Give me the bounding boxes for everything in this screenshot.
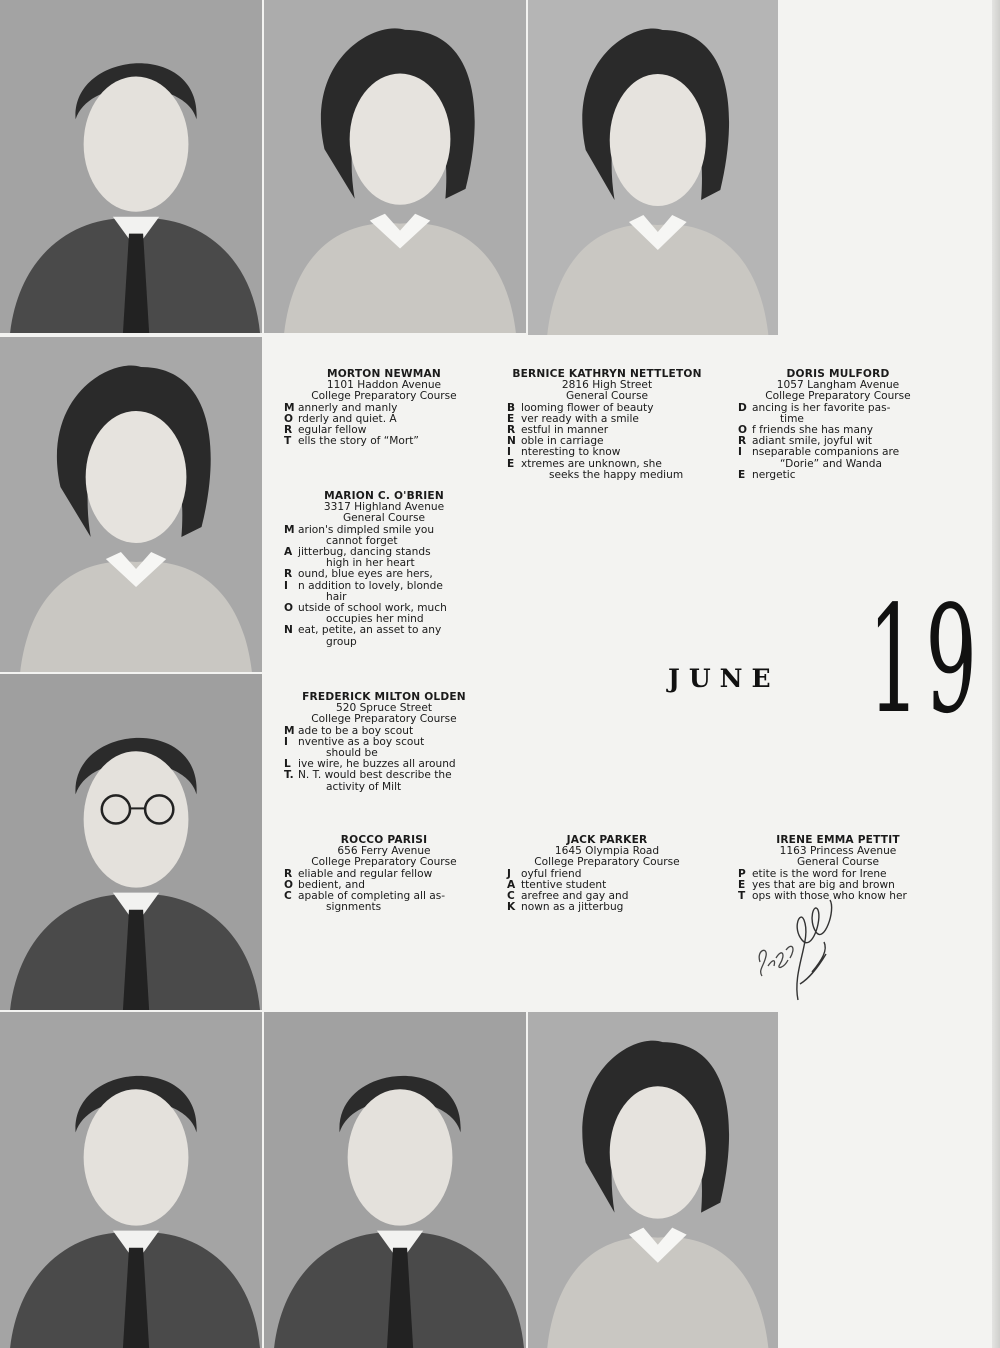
acrostic-text: etite is the word for Irene — [752, 867, 887, 880]
portrait-photo — [264, 1012, 526, 1348]
acrostic-letter: C — [507, 890, 515, 903]
acrostic-letter: E — [738, 878, 746, 891]
acrostic-text: f friends she has many — [752, 424, 873, 437]
student-address: 3317 Highland Avenue — [323, 501, 445, 514]
acrostic-text: n addition to lovely, blonde — [298, 579, 443, 592]
acrostic-text-wrap — [298, 525, 484, 547]
acrostic-line — [284, 737, 484, 759]
acrostic-letter: O — [284, 602, 294, 615]
acrostic-text: apable of completing all as- — [298, 890, 446, 903]
acrostic-letter: O — [284, 878, 294, 891]
acrostic-continuation: “Dorie” and Wanda — [780, 457, 882, 470]
portrait-photo — [0, 0, 262, 333]
acrostic-letter: N — [284, 624, 293, 637]
acrostic-text: ver ready with a smile — [521, 412, 639, 425]
acrostic-line — [738, 447, 938, 469]
acrostic-letter: T. — [284, 769, 294, 782]
acrostic-letter: A — [507, 878, 516, 891]
acrostic-text: estful in manner — [521, 424, 609, 437]
acrostic-text-wrap — [298, 581, 484, 603]
student-course: General Course — [342, 512, 426, 525]
student-bio — [507, 835, 707, 913]
acrostic-text: arion's dimpled smile you — [298, 523, 435, 536]
acrostic-text: ops with those who know her — [752, 890, 907, 903]
acrostic-continuation: occupies her mind — [326, 613, 424, 626]
face — [610, 74, 706, 206]
student-bio — [507, 369, 707, 481]
student-course: College Preparatory Course — [311, 856, 457, 869]
acrostic-letter: I — [284, 735, 288, 748]
acrostic-text: nown as a jitterbug — [521, 901, 624, 914]
acrostic-text: looming flower of beauty — [521, 401, 654, 414]
portrait-photo — [528, 0, 778, 335]
face — [84, 77, 189, 212]
student-course: General Course — [796, 856, 880, 869]
acrostic-continuation: signments — [326, 901, 382, 914]
month-heading: JUNE — [668, 664, 780, 693]
acrostic-continuation: time — [780, 412, 804, 425]
acrostic-text: nventive as a boy scout — [298, 735, 425, 748]
acrostic-line — [738, 403, 938, 425]
acrostic-text-wrap — [752, 447, 938, 469]
student-name: DORIS MULFORD — [786, 368, 890, 380]
face — [610, 1086, 706, 1218]
acrostic-text: ound, blue eyes are hers, — [298, 568, 433, 581]
acrostic-text: nseparable companions are — [752, 446, 900, 459]
acrostic-text-wrap — [752, 470, 938, 481]
face — [350, 74, 451, 205]
acrostic-text: ttentive student — [521, 878, 607, 891]
acrostic-text: ancing is her favorite pas- — [752, 401, 891, 414]
acrostic-letter: I — [284, 579, 288, 592]
acrostic-text: bedient, and — [298, 878, 365, 891]
student-course: General Course — [565, 390, 649, 403]
acrostic-text: oyful friend — [521, 867, 582, 880]
acrostic-text-wrap — [298, 737, 484, 759]
acrostic-line — [284, 547, 484, 569]
acrostic-text: ells the story of “Mort” — [298, 435, 419, 448]
handwritten-signature — [752, 880, 862, 1010]
acrostic-letter: R — [284, 867, 293, 880]
year-heading: 19 — [868, 574, 983, 746]
acrostic-letter: T — [284, 435, 292, 448]
acrostic-text-wrap — [752, 403, 938, 425]
student-address: 2816 High Street — [561, 379, 653, 392]
acrostic-line — [284, 436, 484, 447]
acrostic-continuation: activity of Milt — [326, 780, 402, 793]
acrostic-letter: O — [738, 424, 748, 437]
acrostic-text: rderly and quiet. A — [298, 412, 397, 425]
face — [84, 1089, 189, 1225]
student-bio — [738, 369, 938, 481]
acrostic-continuation: hair — [326, 590, 347, 603]
acrostic-letter: E — [738, 468, 746, 481]
student-name: IRENE EMMA PETTIT — [776, 834, 900, 846]
student-name: MORTON NEWMAN — [326, 368, 441, 380]
acrostic-line — [738, 470, 938, 481]
acrostic-text: eliable and regular fellow — [298, 867, 433, 880]
acrostic-letter: L — [284, 758, 291, 771]
acrostic-text-wrap — [298, 603, 484, 625]
face — [86, 411, 187, 543]
acrostic-letter: R — [284, 424, 293, 437]
acrostic-text: ade to be a boy scout — [298, 724, 414, 737]
student-name: BERNICE KATHRYN NETTLETON — [512, 368, 702, 380]
student-course: College Preparatory Course — [534, 856, 680, 869]
acrostic-continuation: group — [326, 635, 357, 648]
student-address: 1645 Olympia Road — [554, 845, 660, 858]
portrait-photo — [0, 674, 262, 1010]
acrostic-letter: R — [507, 424, 516, 437]
acrostic-text: yes that are big and brown — [752, 878, 895, 891]
acrostic-letter: T — [738, 890, 746, 903]
acrostic-line — [284, 625, 484, 647]
student-name: ROCCO PARISI — [340, 834, 428, 846]
acrostic-text-wrap — [298, 436, 484, 447]
acrostic-text: nergetic — [752, 468, 796, 481]
acrostic-text: ive wire, he buzzes all around — [298, 758, 456, 771]
acrostic-letter: R — [738, 435, 747, 448]
student-course: College Preparatory Course — [311, 390, 457, 403]
face — [84, 751, 189, 887]
acrostic-text-wrap — [521, 459, 707, 481]
student-address: 1057 Langham Avenue — [776, 379, 900, 392]
student-name: FREDERICK MILTON OLDEN — [302, 691, 466, 703]
acrostic-text: eat, petite, an asset to any — [298, 624, 442, 637]
student-address: 1101 Haddon Avenue — [326, 379, 442, 392]
acrostic-text-wrap — [298, 770, 484, 792]
acrostic-text: arefree and gay and — [521, 890, 629, 903]
face — [348, 1089, 453, 1225]
acrostic-line — [284, 891, 484, 913]
acrostic-letter: E — [507, 412, 515, 425]
student-bio — [284, 692, 484, 793]
acrostic-text-wrap — [298, 891, 484, 913]
acrostic-letter: C — [284, 890, 292, 903]
portrait-photo — [0, 337, 262, 672]
acrostic-text-wrap — [521, 902, 707, 913]
acrostic-letter: M — [284, 523, 295, 536]
portrait-photo — [264, 0, 526, 333]
page-edge — [992, 0, 1000, 1348]
acrostic-letter: A — [284, 546, 293, 559]
acrostic-letter: M — [284, 401, 295, 414]
acrostic-letter: N — [507, 435, 516, 448]
acrostic-letter: P — [738, 867, 746, 880]
student-address: 520 Spruce Street — [335, 702, 432, 715]
acrostic-text: annerly and manly — [298, 401, 398, 414]
acrostic-line — [507, 902, 707, 913]
acrostic-text-wrap — [298, 547, 484, 569]
student-name: JACK PARKER — [566, 834, 648, 846]
portrait-photo — [528, 1012, 778, 1348]
acrostic-continuation: seeks the happy medium — [549, 468, 684, 481]
acrostic-line — [284, 581, 484, 603]
acrostic-line — [284, 603, 484, 625]
acrostic-letter: M — [284, 724, 295, 737]
acrostic-letter: R — [284, 568, 293, 581]
acrostic-continuation: cannot forget — [326, 534, 398, 547]
acrostic-continuation: high in her heart — [326, 557, 415, 570]
acrostic-line — [284, 525, 484, 547]
acrostic-text: egular fellow — [298, 424, 367, 437]
student-bio — [284, 369, 484, 447]
acrostic-line — [284, 770, 484, 792]
acrostic-letter: E — [507, 457, 515, 470]
student-address: 1163 Princess Avenue — [779, 845, 897, 858]
acrostic-letter: I — [507, 446, 511, 459]
student-course: College Preparatory Course — [765, 390, 911, 403]
acrostic-text: N. T. would best describe the — [298, 769, 452, 782]
acrostic-letter: J — [507, 867, 511, 880]
acrostic-text: nteresting to know — [521, 446, 621, 459]
acrostic-continuation: should be — [326, 747, 378, 760]
student-name: MARION C. O'BRIEN — [324, 490, 444, 502]
acrostic-letter: I — [738, 446, 742, 459]
acrostic-text: oble in carriage — [521, 435, 604, 448]
acrostic-text-wrap — [298, 625, 484, 647]
acrostic-letter: B — [507, 401, 516, 414]
student-course: College Preparatory Course — [311, 713, 457, 726]
acrostic-line — [507, 459, 707, 481]
acrostic-text: utside of school work, much — [298, 602, 447, 615]
acrostic-letter: K — [507, 901, 516, 914]
acrostic-letter: O — [284, 412, 294, 425]
student-address: 656 Ferry Avenue — [337, 845, 431, 858]
student-bio — [284, 835, 484, 913]
portrait-photo — [0, 1012, 262, 1348]
acrostic-text: jitterbug, dancing stands — [298, 546, 431, 559]
acrostic-text: adiant smile, joyful wit — [752, 435, 873, 448]
acrostic-letter: D — [738, 401, 747, 414]
acrostic-text: xtremes are unknown, she — [521, 457, 662, 470]
student-bio — [284, 491, 484, 648]
